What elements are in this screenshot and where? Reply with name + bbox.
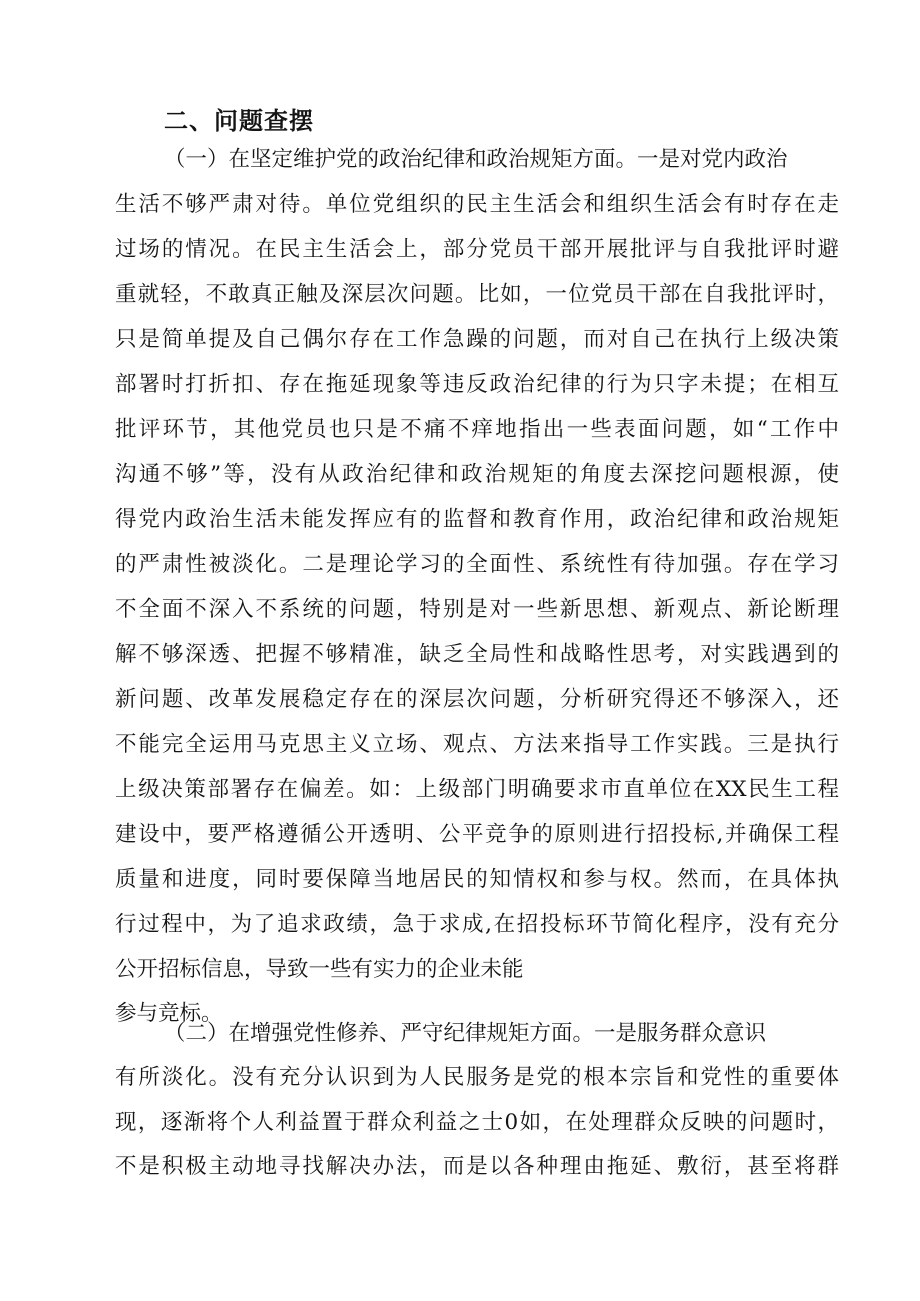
paragraph-line: 上级决策部署存在偏差。如：上级部门明确要求市直单位在XX民生工程	[115, 777, 839, 802]
paragraph-line: 参与竞标。	[115, 1001, 223, 1026]
paragraph-line: 不能完全运用马克思主义立场、观点、方法来指导工作实践。三是执行	[115, 732, 839, 757]
paragraph-line: 沟通不够”等，没有从政治纪律和政治规矩的角度去深挖问题根源，使	[115, 462, 839, 487]
paragraph-line: （一）在坚定维护党的政治纪律和政治规矩方面。一是对党内政治	[164, 147, 788, 172]
paragraph-line: 解不够深透、把握不够精准，缺乏全局性和战略性思考，对实践遇到的	[115, 642, 839, 667]
paragraph-line: 公开招标信息，导致一些有实力的企业未能	[115, 957, 524, 982]
paragraph-line: 重就轻，不敢真正触及深层次问题。比如，一位党员干部在自我批评时，	[115, 282, 839, 307]
paragraph-line: 不是积极主动地寻找解决办法，而是以各种理由拖延、敷衍，甚至将群	[115, 1154, 839, 1179]
paragraph-line: 生活不够严肃对待。单位党组织的民主生活会和组织生活会有时存在走	[115, 192, 839, 217]
paragraph-line: 新问题、改革发展稳定存在的深层次问题，分析研究得还不够深入，还	[115, 687, 839, 712]
paragraph-line: 质量和进度，同时要保障当地居民的知情权和参与权。然而，在具体执	[115, 867, 839, 892]
paragraph-line: 不全面不深入不系统的问题，特别是对一些新思想、新观点、新论断理	[115, 597, 839, 622]
paragraph-line: 行过程中，为了追求政绩，急于求成,在招投标环节简化程序，没有充分	[115, 912, 839, 937]
paragraph-line: 过场的情况。在民主生活会上，部分党员干部开展批评与自我批评时避	[115, 237, 839, 262]
section-heading: 二、问题查摆	[164, 107, 314, 135]
paragraph-line: 的严肃性被淡化。二是理论学习的全面性、系统性有待加强。存在学习	[115, 552, 839, 577]
paragraph-line: 部署时打折扣、存在拖延现象等违反政治纪律的行为只字未提；在相互	[115, 372, 839, 397]
paragraph-line: 得党内政治生活未能发挥应有的监督和教育作用，政治纪律和政治规矩	[115, 507, 839, 532]
paragraph-line: 建设中，要严格遵循公开透明、公平竞争的原则进行招投标,并确保工程	[115, 822, 839, 847]
paragraph-line: 现，逐渐将个人利益置于群众利益之士0如，在处理群众反映的问题时，	[115, 1110, 839, 1135]
paragraph-line: （二）在增强党性修养、严守纪律规矩方面。一是服务群众意识	[164, 1021, 767, 1046]
paragraph-line: 有所淡化。没有充分认识到为人民服务是党的根本宗旨和党性的重要体	[115, 1065, 839, 1090]
paragraph-line: 只是简单提及自己偶尔存在工作急躁的问题，而对自己在执行上级决策	[115, 327, 839, 352]
paragraph-line: 批评环节，其他党员也只是不痛不痒地指出一些表面问题，如“工作中	[115, 417, 839, 442]
